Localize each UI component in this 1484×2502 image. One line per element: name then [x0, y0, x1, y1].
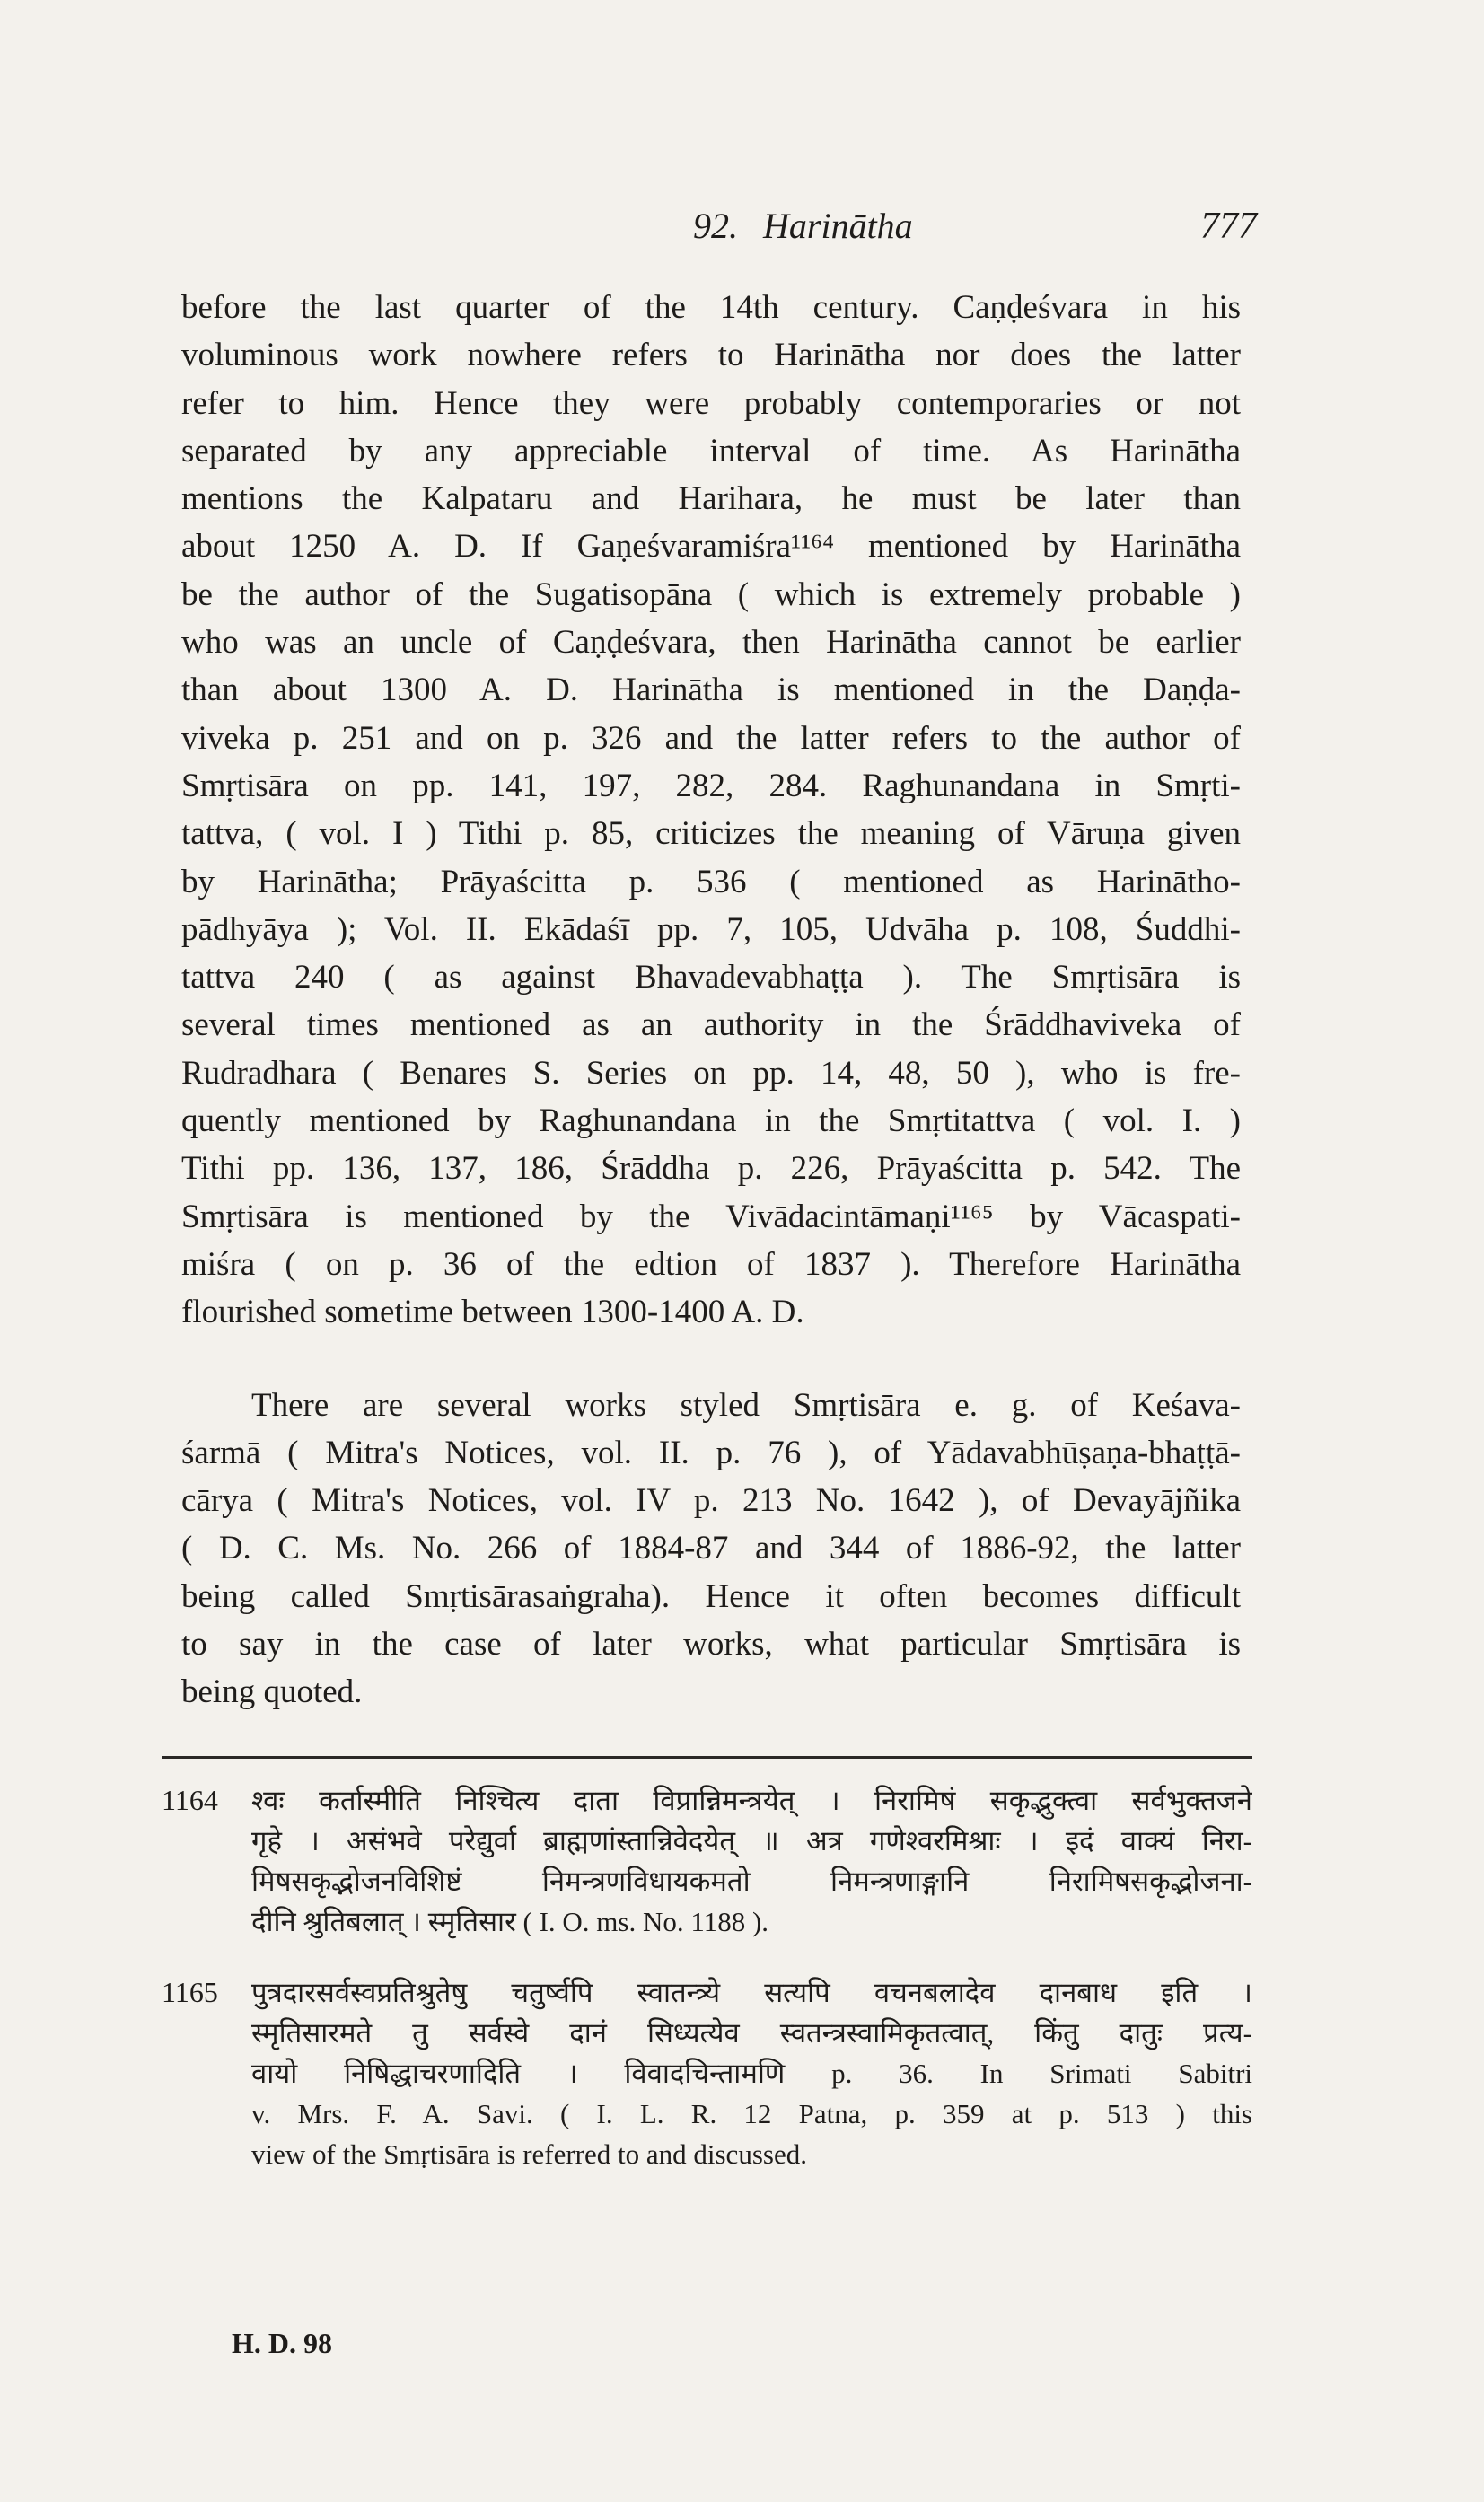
text-line: miśra ( on p. 36 of the edtion of 1837 ). Therefore Harinātha: [181, 1245, 1241, 1283]
text-line: Tithi pp. 136, 137, 186, Śrāddha p. 226, Prāyaścitta p. 542. The: [181, 1150, 1241, 1188]
text-line: दीनि श्रुतिबलात् । स्मृतिसार ( I. O. ms. No. 1188 ).: [251, 1906, 769, 1937]
text-line: about 1250 A. D. If Gaṇeśvaramiśra¹¹⁶⁴ mentioned by Harinātha: [181, 528, 1241, 566]
chapter-number: 92.: [693, 206, 738, 246]
text-line: being quoted.: [181, 1673, 363, 1711]
text-line: śarmā ( Mitra's Notices, vol. II. p. 76 ), of Yādavabhūṣaṇa-bhaṭṭā-: [181, 1434, 1241, 1471]
text-line: pādhyāya ); Vol. II. Ekādaśī pp. 7, 105, Udvāha p. 108, Śuddhi-: [181, 910, 1241, 948]
text-line: to say in the case of later works, what particular Smṛtisāra is: [181, 1626, 1241, 1664]
body-text: [181, 284, 1241, 1716]
text-line: श्वः कर्तास्मीति निश्चित्य दाता विप्रान्निमन्त्रयेत् । निरामिषं सकृद्भुक्त्वा सर्वभुक्तजने: [251, 1785, 1252, 1816]
footnote-text: [251, 1780, 1252, 1942]
chapter-title: Harinātha: [763, 206, 913, 246]
signature-mark: H. D. 98: [232, 2327, 332, 2359]
text-line: viveka p. 251 and on p. 326 and the latter refers to the author of: [181, 719, 1241, 757]
text-line: than about 1300 A. D. Harinātha is mentioned in the Daṇḍa-: [181, 672, 1241, 709]
paragraph-1: [181, 284, 1241, 1337]
text-line: refer to him. Hence they were probably contemporaries or not: [181, 384, 1241, 422]
text-line: There are several works styled Smṛtisāra e. g. of Keśava-: [251, 1386, 1241, 1424]
text-line: Rudradhara ( Benares S. Series on pp. 14, 48, 50 ), who is fre-: [181, 1054, 1241, 1092]
text-line: by Harinātha; Prāyaścitta p. 536 ( mentioned as Harinātho-: [181, 863, 1241, 900]
text-line: ( D. C. Ms. No. 266 of 1884-87 and 344 of 1886-92, the latter: [181, 1530, 1241, 1567]
text-line: separated by any appreciable interval of time. As Harinātha: [181, 432, 1241, 470]
paragraph-2: [181, 1382, 1241, 1716]
text-line: view of the Smṛtisāra is referred to and discussed.: [251, 2138, 807, 2170]
text-line: पुत्रदारसर्वस्वप्रतिश्रुतेषु चतुर्ष्वपि स्वातन्त्र्ये सत्यपि वचनबलादेव दानबाध इति ।: [251, 1977, 1252, 2008]
text-line: quently mentioned by Raghunandana in the Smṛtitattva ( vol. I. ): [181, 1102, 1241, 1140]
running-header: [180, 205, 1257, 259]
text-line: mentions the Kalpataru and Harihara, he must be later than: [181, 480, 1241, 518]
text-line: tattva 240 ( as against Bhavadevabhaṭṭa ). The Smṛtisāra is: [181, 959, 1241, 996]
footnote-number: 1164: [162, 1784, 218, 1816]
text-line: flourished sometime between 1300-1400 A. D.: [181, 1294, 804, 1331]
text-line: cārya ( Mitra's Notices, vol. IV p. 213 No. 1642 ), of Devayājñika: [181, 1482, 1241, 1520]
text-line: several times mentioned as an authority in the Śrāddhaviveka of: [181, 1006, 1241, 1044]
text-line: गृहे । असंभवे परेद्युर्वा ब्राह्मणांस्तान्निवेदयेत् ॥ अत्र गणेश्वरमिश्राः । इदं वाक्यं निरा-: [251, 1825, 1252, 1857]
text-line: v. Mrs. F. A. Savi. ( I. L. R. 12 Patna, p. 359 at p. 513 ) this: [251, 2098, 1252, 2129]
text-line: who was an uncle of Caṇḍeśvara, then Harinātha cannot be earlier: [181, 624, 1241, 662]
page-number: 777: [1200, 206, 1257, 247]
footnote-text: [251, 1972, 1252, 2174]
text-line: वायो निषिद्धाचरणादिति । विवादचिन्तामणि p. 36. In Srimati Sabitri: [251, 2058, 1252, 2089]
text-line: before the last quarter of the 14th century. Caṇḍeśvara in his: [181, 289, 1241, 326]
text-line: Smṛtisāra on pp. 141, 197, 282, 284. Raghunandana in Smṛti-: [181, 767, 1241, 804]
text-line: Smṛtisāra is mentioned by the Vivādacintāmaṇi¹¹⁶⁵ by Vācaspati-: [181, 1198, 1241, 1235]
text-line: स्मृतिसारमते तु सर्वस्वे दानं सिध्यत्येव स्वतन्त्रस्वामिकृतत्वात्, किंतु दातुः प्रत्य-: [251, 2017, 1252, 2049]
text-line: be the author of the Sugatisopāna ( which is extremely probable ): [181, 575, 1241, 613]
footnote-divider: [162, 1756, 1252, 1759]
text-line: being called Smṛtisārasaṅgraha). Hence it often becomes difficult: [181, 1577, 1241, 1615]
text-line: tattva, ( vol. I ) Tithi p. 85, criticizes the meaning of Vāruṇa given: [181, 815, 1241, 853]
footnote-number: 1165: [162, 1976, 218, 2008]
text-line: मिषसकृद्भोजनविशिष्टं निमन्त्रणविधायकमतो निमन्त्रणाङ्गानि निरामिषसकृद्भोजना-: [251, 1866, 1252, 1897]
text-line: voluminous work nowhere refers to Harinātha nor does the latter: [181, 337, 1241, 374]
